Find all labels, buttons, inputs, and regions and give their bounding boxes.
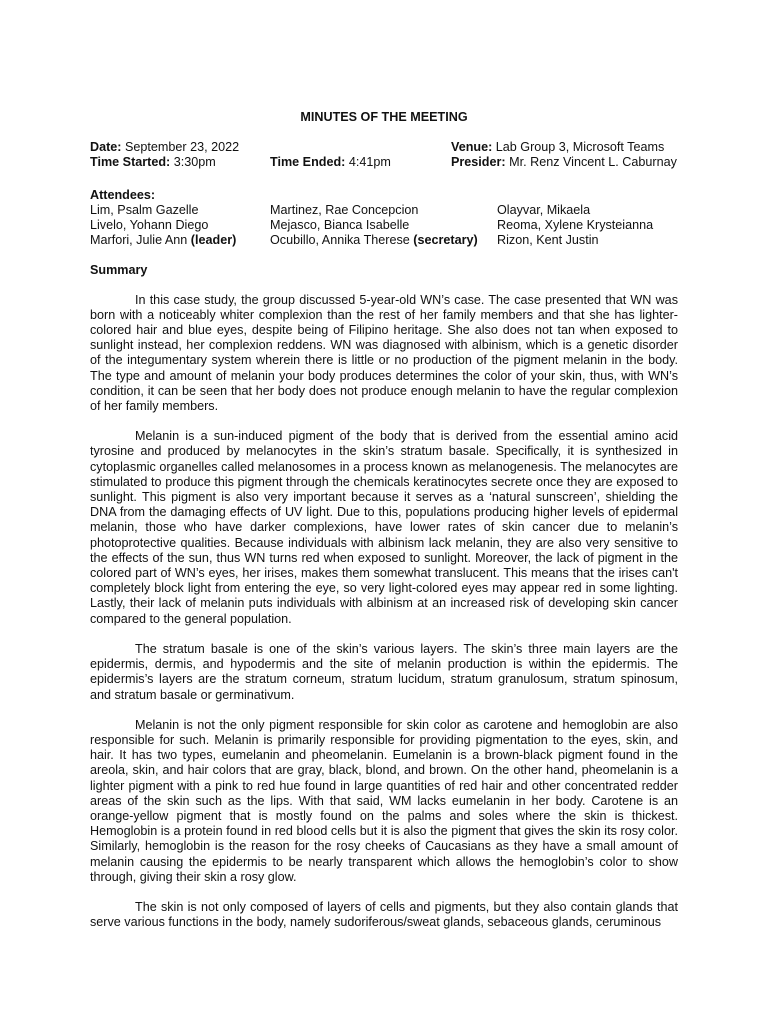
attendee: Lim, Psalm Gazelle	[90, 202, 199, 217]
time-started-value: 3:30pm	[170, 155, 216, 170]
meeting-details	[90, 140, 678, 170]
attendee-name: Marfori, Julie Ann	[90, 233, 191, 248]
presider-row	[451, 155, 678, 170]
summary-paragraph: Melanin is a sun-induced pigment of the body that is derived from the essential amino acid tyrosine and produced by melanocytes in the skin’s stratum basale. Specifically, it is synthesized in cytoplasmic organelles called melanosomes in a process known as melanogenesis. The melanocytes are stimulated to produce this pigment through the chemicals keratinocytes secrete once they are exposed to sunlight. This pigment is also very important because it serves as a ‘natural sunscreen’, shielding the DNA from the damaging effects of UV light. Due to this, populations producing higher levels of epidermal melanin, those who have darker complexions, have lower rates of skin cancer due to melanin’s photoprotective qualities. Because individuals with albinism lack melanin, they are also very sensitive to the effects of the sun, thus WN turns red when exposed to sunlight. Moreover, the lack of pigment in the colored part of WN’s eyes, her irises, makes them somewhat translucent. This means that the irises can't completely block light from entering the eye, so very light-colored eyes may appear red in some lighting. Lastly, their lack of melanin puts individuals with albinism at an increased risk of developing skin cancer compared to the general population.	[90, 429, 678, 626]
time-ended-value: 4:41pm	[345, 155, 391, 170]
venue-row	[451, 140, 678, 155]
time-ended-label: Time Ended:	[270, 155, 346, 170]
attendees-list	[90, 203, 678, 249]
attendee: Reoma, Xylene Krysteianna	[497, 218, 654, 233]
attendee: Olayvar, Mikaela	[497, 202, 591, 217]
attendees-heading: Attendees:	[90, 187, 156, 202]
presider-value: Mr. Renz Vincent L. Caburnay	[505, 155, 677, 170]
attendee: Livelo, Yohann Diego	[90, 218, 209, 233]
summary-paragraph: Melanin is not the only pigment responsible for skin color as carotene and hemoglobin are also responsible for such. Melanin is primarily responsible for providing pigmentation to the eyes, skin, and hair. It has two types, eumelanin and pheomelanin. Eumelanin is a brown-black pigment found in the areola, skin, and hair colors that are gray, black, blond, and brown. On the other hand, pheomelanin is a lighter pigment with a pink to red hue found in large quantities of red hair and other concentrated redder areas of the skin such as the lips. With that said, WM lacks eumelanin in her body. Carotene is an orange-yellow pigment that is mostly found on the palms and soles where the skin is thickest. Hemoglobin is a protein found in red blood cells but it is also the pigment that gives the skin its rosy color. Similarly, hemoglobin is the reason for the rosy cheeks of Caucasians as they have a small amount of melanin causing the epidermis to be nearly transparent which allows the hemoglobin’s color to show through, giving their skin a rosy glow.	[90, 717, 678, 884]
time-started-label: Time Started:	[90, 155, 171, 170]
venue-label: Venue:	[451, 140, 493, 155]
attendee: Martinez, Rae Concepcion	[270, 202, 419, 217]
date-label: Date:	[90, 140, 122, 155]
time-started-row	[90, 155, 270, 170]
leader-role: (leader)	[190, 233, 237, 248]
summary-paragraph: The skin is not only composed of layers of cells and pigments, but they also contain glands that serve various functions in the body, namely sudoriferous/sweat glands, sebaceous glands, ceruminous	[90, 899, 678, 930]
secretary-role: (secretary)	[413, 233, 478, 248]
attendee-leader	[90, 233, 270, 248]
document-title: MINUTES OF THE MEETING	[300, 110, 468, 124]
date-row	[90, 140, 270, 155]
venue-value: Lab Group 3, Microsoft Teams	[492, 140, 665, 155]
attendee-name: Ocubillo, Annika Therese	[270, 233, 414, 248]
time-ended-row	[270, 155, 451, 170]
summary-paragraph: In this case study, the group discussed 5-year-old WN’s case. The case presented that WN was born with a noticeably whiter complexion than the rest of her family members and that she has lighter-colored hair and blue eyes, despite being of Filipino heritage. She also does not tan when exposed to sunlight instead, her complexion reddens. WN was diagnosed with albinism, which is a genetic disorder of the integumentary system wherein there is little or no production of the pigment melanin in the body. The type and amount of melanin your body produces determines the color of your skin, thus, with WN’s condition, it can be seen that her body does not produce enough melanin to have the regular complexion of her family members.	[90, 292, 678, 414]
attendee: Rizon, Kent Justin	[497, 233, 599, 248]
meta-spacer	[270, 140, 451, 155]
summary-paragraph: The stratum basale is one of the skin’s various layers. The skin’s three main layers are the epidermis, dermis, and hypodermis and the site of melanin production is within the epidermis. The epidermis’s layers are the stratum corneum, stratum lucidum, stratum granulosum, stratum spinosum, and stratum basale or germinativum.	[90, 641, 678, 702]
presider-label: Presider:	[451, 155, 506, 170]
attendee: Mejasco, Bianca Isabelle	[270, 218, 410, 233]
summary-heading: Summary	[90, 263, 148, 278]
attendee-secretary	[270, 233, 497, 248]
date-value: September 23, 2022	[121, 140, 240, 155]
